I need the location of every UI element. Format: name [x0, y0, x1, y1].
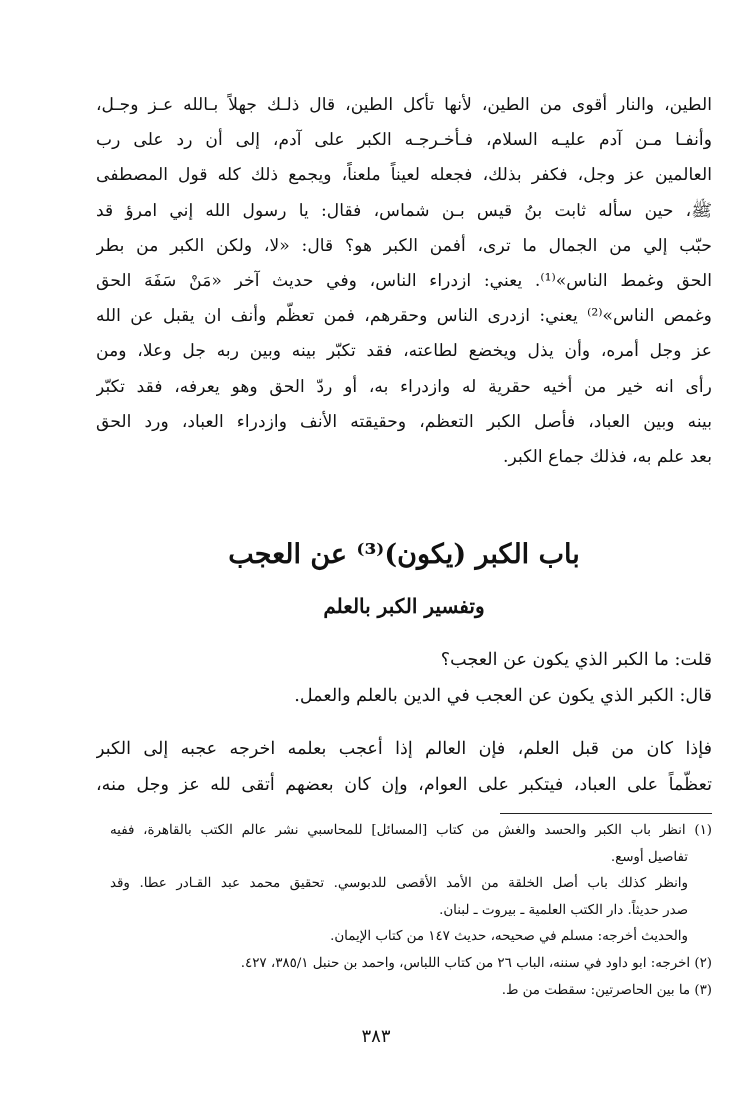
body-line: ﷺ، حين سأله ثابت بنُ قيس بـن شماس، فقال: يا رسول الله إني امرؤ قد	[96, 200, 712, 221]
body-line: رأى انه خير من أخيه حقرية له وازدراء به، أو ردّ الحق وهو يعرفه، فقد تكبّر	[96, 376, 712, 397]
body-paragraph	[96, 88, 712, 475]
footnote-1-line: والحديث أخرجه: مسلم في صحيحه، حديث ١٤٧ من كتاب الإيمان.	[330, 929, 688, 945]
answer-line: قال: الكبر الذي يكون عن العجب في الدين بالعلم والعمل.	[294, 686, 712, 706]
chapter-subheading: وتفسير الكبر بالعلم	[323, 594, 485, 618]
footnote-divider	[500, 813, 712, 814]
body-line: عز وجل أمره، وأن يذل ويخضع لطاعته، فقد تكبّر بينه وبين ربه جل وعلا، ومن	[96, 341, 712, 362]
footnotes	[110, 818, 712, 1004]
footnote-1-line: صدر حديثاً. دار الكتب العلمية ـ بيروت ـ لبنان.	[439, 902, 688, 918]
body-line: الحق وغمط الناس»⁽¹⁾. يعني: ازدراء الناس، وفي حديث آخر «مَنْ سَفَهَ الحق	[96, 271, 712, 292]
footnote-3: (٣) ما بين الحاصرتين: سقطت من ط.	[501, 982, 712, 998]
body-line: بعد علم به، فذلك جماع الكبر.	[503, 447, 712, 468]
footnote-1-line: وانظر كذلك باب أصل الخلقة من الأمد الأقصى للدبوسي. تحقيق محمد عبد القـادر عطا. وقد	[110, 876, 688, 892]
footnote-1-line: (١) انظر باب الكبر والحسد والغش من كتاب [المسائل] للمحاسبي نشر عالم الكتب بالقاهرة، ففيه	[110, 823, 712, 838]
page-number: ٣٨٣	[361, 1026, 391, 1047]
second-paragraph	[96, 731, 712, 803]
question-line: قلت: ما الكبر الذي يكون عن العجب؟	[440, 650, 712, 670]
body-line: وغمص الناس»⁽²⁾ يعني: ازدرى الناس وحقرهم، فمن تعظّم وأنف ان يقبل عن الله	[96, 306, 712, 327]
footnote-1-line: تفاصيل أوسع.	[610, 849, 688, 865]
footnote-2: (٢) اخرجه: ابو داود في سننه، الباب ٢٦ من كتاب اللباس، واحمد بن حنبل ٣٨٥/١، ٤٢٧.	[240, 955, 712, 971]
body-line: فإذا كان من قبل العلم، فإن العالم إذا أعجب بعلمه اخرجه عجبه إلى الكبر	[96, 739, 712, 759]
body-line: حبّب إلي من الجمال ما ترى، أفمن الكبر هو؟ قال: «لا، ولكن الكبر من بطر	[96, 235, 712, 256]
body-line: وأنفـا مـن آدم عليـه السلام، فـأخـرجـه الكبر على آدم، إلى أن رد على رب	[96, 130, 712, 151]
body-line: الطين، والنار أقوى من الطين، لأنها تأكل الطين، قال ذلـك جهلاً بـالله عـز وجـل،	[96, 95, 712, 115]
question-answer	[96, 642, 712, 714]
body-line: العالمين عز وجل، فكفر بذلك، فجعله لعيناً ملعناً، ويجمع ذلك كله قول المصطفى	[96, 165, 712, 186]
chapter-heading: باب الكبر (يكون)⁽³⁾ عن العجب	[228, 539, 580, 570]
body-line: بينه وبين العباد، فأصل الكبر التعظم، وحقيقته الأنف وازدراء العباد، ورد الحق	[96, 411, 712, 432]
body-line: تعظّماً على العباد، فيتكبر على العوام، وإن كان بعضهم أتقى لله عز وجل منه،	[96, 775, 712, 795]
